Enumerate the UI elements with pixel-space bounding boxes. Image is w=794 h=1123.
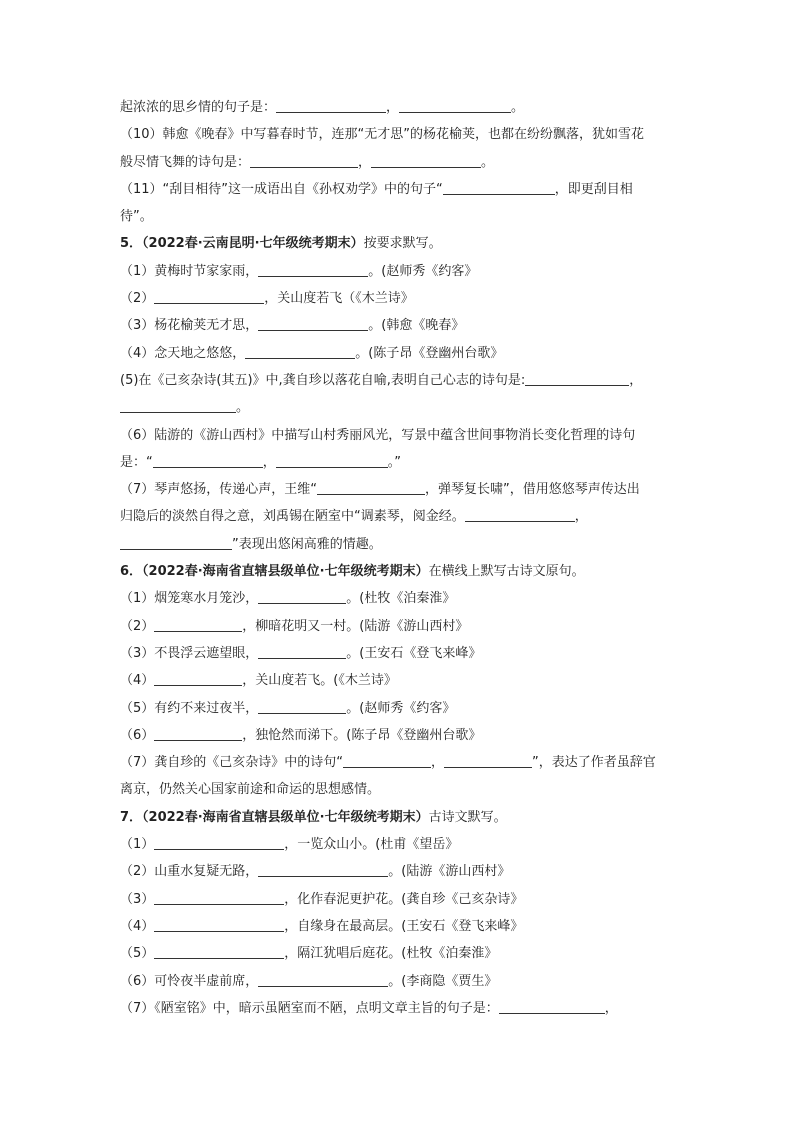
answer-blank[interactable] bbox=[154, 944, 284, 959]
text-line: （3） ，化作春泥更护花。(龚自珍《己亥杂诗》 bbox=[120, 891, 524, 907]
text-line: （4） ，关山度若飞。(《木兰诗》 bbox=[120, 673, 397, 689]
text-line: （10）韩愈《晚春》中写暮春时节，连那“无才思”的杨花榆荚，也都在纷纷飘落，犹如雪花 bbox=[120, 127, 645, 143]
answer-blank[interactable] bbox=[258, 262, 368, 277]
answer-blank[interactable] bbox=[245, 344, 355, 359]
answer-blank[interactable] bbox=[276, 453, 388, 468]
text-line: （11）“刮目相待”这一成语出自《孙权劝学》中的句子“ ，即更刮目相 bbox=[120, 181, 633, 197]
answer-blank[interactable] bbox=[258, 699, 346, 714]
answer-blank[interactable] bbox=[154, 835, 284, 850]
text-line: （7）龚自珍的《己亥杂诗》中的诗句“ ， ”，表达了作者虽辞官 bbox=[120, 755, 656, 771]
text-line: （7）《陋室铭》中，暗示虽陋室而不陋，点明文章主旨的句子是： ， bbox=[120, 1000, 618, 1016]
answer-blank[interactable] bbox=[258, 972, 388, 987]
text-line: （6）可怜夜半虚前席， 。(李商隐《贾生》 bbox=[120, 973, 498, 989]
text-line: 归隐后的淡然自得之意，刘禹锡在陋室中“调素琴，阅金经。 ， bbox=[120, 509, 588, 525]
answer-blank[interactable] bbox=[120, 535, 232, 550]
answer-blank[interactable] bbox=[343, 753, 431, 768]
text-line: ”表现出悠闲高雅的情趣。 bbox=[120, 531, 680, 558]
answer-blank[interactable] bbox=[465, 507, 575, 522]
answer-blank[interactable] bbox=[154, 289, 264, 304]
answer-blank[interactable] bbox=[525, 371, 629, 386]
answer-blank[interactable] bbox=[443, 180, 555, 195]
answer-blank[interactable] bbox=[258, 644, 346, 659]
answer-blank[interactable] bbox=[154, 671, 242, 686]
answer-blank[interactable] bbox=[154, 917, 284, 932]
answer-blank[interactable] bbox=[258, 589, 346, 604]
text-line: 。 bbox=[120, 394, 680, 421]
answer-blank[interactable] bbox=[154, 890, 284, 905]
text-line: 待”。 bbox=[120, 209, 153, 225]
text-line: （4） ，自缘身在最高层。(王安石《登飞来峰》 bbox=[120, 918, 524, 934]
answer-blank[interactable] bbox=[499, 999, 605, 1014]
exercise-text bbox=[120, 94, 680, 1022]
answer-blank[interactable] bbox=[371, 153, 481, 168]
text-line: （6） ，独怆然而涕下。(陈子昂《登幽州台歌》 bbox=[120, 727, 482, 743]
text-line: （1） ，一览众山小。(杜甫《望岳》 bbox=[120, 837, 459, 853]
text-line: （3）不畏浮云遮望眼， 。(王安石《登飞来峰》 bbox=[120, 645, 482, 661]
text-line: 是：“ ， 。” bbox=[120, 454, 402, 470]
text-line: （1）黄梅时节家家雨， 。(赵师秀《约客》 bbox=[120, 263, 478, 279]
answer-blank[interactable] bbox=[154, 726, 242, 741]
text-line: （2） ，关山度若飞（《木兰诗》 bbox=[120, 291, 414, 307]
text-line: （2）山重水复疑无路， 。(陆游《游山西村》 bbox=[120, 864, 511, 880]
text-line: (5)在《己亥杂诗(其五)》中,龚自珍以落花自喻,表明自己心志的诗句是: ， bbox=[120, 372, 643, 388]
text-line: （1）烟笼寒水月笼沙， 。(杜牧《泊秦淮》 bbox=[120, 591, 456, 607]
answer-blank[interactable] bbox=[258, 316, 368, 331]
text-line: （4）念天地之悠悠， 。(陈子昂《登幽州台歌》 bbox=[120, 345, 504, 361]
text-line: 般尽情飞舞的诗句是： ， 。 bbox=[120, 154, 495, 170]
text-line: （6）陆游的《游山西村》中描写山村秀丽风光，写景中蕴含世间事物消长变化哲理的诗句 bbox=[120, 427, 636, 443]
text-line: 离京，仍然关心国家前途和命运的思想感情。 bbox=[120, 782, 381, 798]
answer-blank[interactable] bbox=[153, 453, 263, 468]
answer-blank[interactable] bbox=[444, 753, 532, 768]
text-line: （5） ，隔江犹唱后庭花。(杜牧《泊秦淮》 bbox=[120, 946, 498, 962]
text-line: （3）杨花榆荚无才思， 。(韩愈《晚春》 bbox=[120, 318, 465, 334]
text-line: （2） ，柳暗花明又一村。(陆游《游山西村》 bbox=[120, 618, 469, 634]
answer-blank[interactable] bbox=[399, 98, 511, 113]
text-line: 起浓浓的思乡情的句子是： ， 。 bbox=[120, 100, 525, 115]
text-line: （7）琴声悠扬，传递心声，王维“ ，弹琴复长啸”，借用悠悠琴声传达出 bbox=[120, 482, 640, 498]
answer-blank[interactable] bbox=[154, 617, 242, 632]
answer-blank[interactable] bbox=[258, 862, 388, 877]
question-heading: 5．（2022春·云南昆明·七年级统考期末）按要求默写。 bbox=[120, 236, 442, 252]
answer-blank[interactable] bbox=[317, 480, 425, 495]
answer-blank[interactable] bbox=[120, 398, 236, 413]
question-heading: 7．（2022春·海南省直辖县级单位·七年级统考期末）古诗文默写。 bbox=[120, 809, 507, 825]
text-line: （5）有约不来过夜半， 。(赵师秀《约客》 bbox=[120, 700, 456, 716]
answer-blank[interactable] bbox=[276, 98, 386, 113]
question-heading: 6．（2022春·海南省直辖县级单位·七年级统考期末）在横线上默写古诗文原句。 bbox=[120, 564, 585, 580]
answer-blank[interactable] bbox=[250, 153, 358, 168]
